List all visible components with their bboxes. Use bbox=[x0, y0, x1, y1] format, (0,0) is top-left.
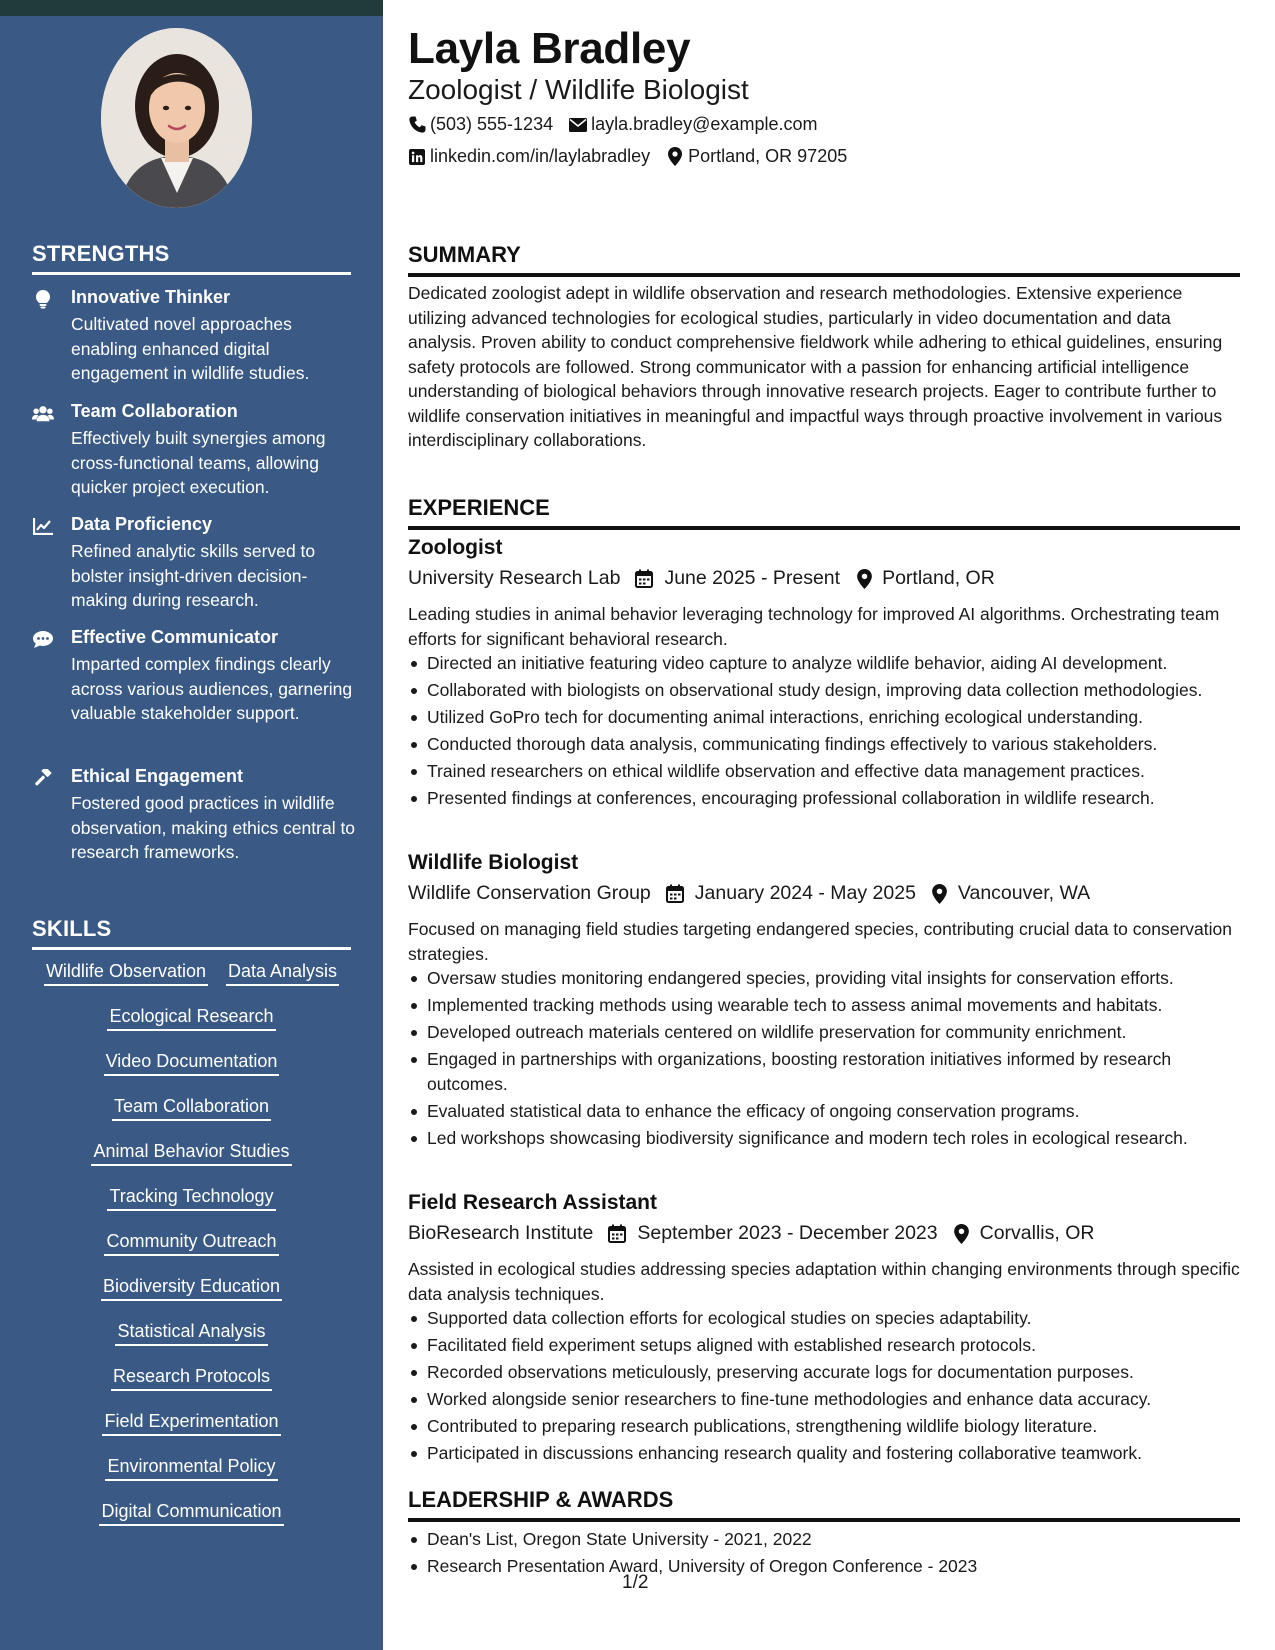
job-summary: Assisted in ecological studies addressing species adaptation within changing environments through specific data analysis techniques. bbox=[408, 1259, 1240, 1304]
skill-tag: Digital Communication bbox=[99, 1498, 283, 1526]
list-item: Dean's List, Oregon State University - 2021, 2022 bbox=[408, 1527, 1240, 1552]
skill-tag: Tracking Technology bbox=[107, 1183, 275, 1211]
job-title: Wildlife Biologist bbox=[408, 851, 579, 874]
strength-title: Innovative Thinker bbox=[71, 287, 231, 307]
job-meta bbox=[408, 1222, 1094, 1245]
map-pin-icon bbox=[952, 1224, 972, 1244]
strength-desc: Effectively built synergies among cross-functional teams, allowing quicker project execution. bbox=[71, 428, 326, 497]
page-number: 1/2 bbox=[622, 1572, 649, 1593]
list-item: Engaged in partnerships with organizations, boosting restoration initiatives informed by research outcomes. bbox=[408, 1047, 1240, 1096]
list-item: Supported data collection efforts for ecological studies on species adaptability. bbox=[408, 1306, 1240, 1331]
gavel-icon bbox=[32, 768, 54, 788]
job-title: Field Research Assistant bbox=[408, 1191, 657, 1214]
job-company: University Research Lab bbox=[408, 567, 621, 589]
sidebar-top-bar bbox=[0, 0, 383, 16]
profile-photo bbox=[101, 28, 252, 208]
strength-item bbox=[32, 287, 352, 387]
list-item: Developed outreach materials centered on wildlife preservation for community enrichment. bbox=[408, 1020, 1240, 1045]
job-dates: September 2023 - December 2023 bbox=[637, 1222, 938, 1244]
list-item: Trained researchers on ethical wildlife observation and effective data management practices. bbox=[408, 759, 1240, 784]
skill-tag: Animal Behavior Studies bbox=[91, 1138, 291, 1166]
job-summary: Focused on managing field studies targeting endangered species, contributing crucial data to conservation strategies. bbox=[408, 919, 1232, 964]
strength-desc: Cultivated novel approaches enabling enhanced digital engagement in wildlife studies. bbox=[71, 314, 310, 383]
skill-tag: Ecological Research bbox=[107, 1003, 275, 1031]
skill-tag: Wildlife Observation bbox=[44, 958, 208, 986]
location-text: Portland, OR 97205 bbox=[688, 146, 848, 166]
location-contact bbox=[666, 146, 847, 167]
list-item: Directed an initiative featuring video capture to analyze wildlife behavior, aiding AI development. bbox=[408, 651, 1240, 676]
list-item: Presented findings at conferences, encouraging professional collaboration in wildlife research. bbox=[408, 786, 1240, 811]
job-location: Vancouver, WA bbox=[957, 882, 1091, 904]
job-bullets bbox=[408, 966, 1240, 1153]
strength-title: Team Collaboration bbox=[71, 401, 238, 421]
list-item: Collaborated with biologists on observational study design, improving data collection methodologies. bbox=[408, 678, 1240, 703]
strength-title: Effective Communicator bbox=[71, 627, 279, 647]
skill-tag: Environmental Policy bbox=[105, 1453, 277, 1481]
list-item: Evaluated statistical data to enhance the efficacy of ongoing conservation programs. bbox=[408, 1099, 1240, 1124]
list-item: Contributed to preparing research publications, strengthening wildlife biology literature. bbox=[408, 1414, 1240, 1439]
strengths-title: STRENGTHS bbox=[32, 241, 351, 275]
strength-title: Data Proficiency bbox=[71, 514, 213, 534]
skill-tag: Team Collaboration bbox=[112, 1093, 271, 1121]
job-company: BioResearch Institute bbox=[408, 1222, 594, 1244]
job-summary: Leading studies in animal behavior leveraging technology for improved AI algorithms. Orchestrating team efforts for significant behavioral research. bbox=[408, 604, 1220, 649]
job-location: Portland, OR bbox=[882, 567, 995, 589]
skill-tag: Research Protocols bbox=[111, 1363, 272, 1391]
skills-title: SKILLS bbox=[32, 916, 351, 950]
job-company: Wildlife Conservation Group bbox=[408, 882, 651, 904]
sidebar bbox=[0, 0, 383, 1650]
awards-title: LEADERSHIP & AWARDS bbox=[408, 1487, 1240, 1522]
list-item: Facilitated field experiment setups aligned with established research protocols. bbox=[408, 1333, 1240, 1358]
map-pin-icon bbox=[930, 884, 950, 904]
linkedin-icon bbox=[408, 148, 426, 166]
strength-desc: Refined analytic skills served to bolster insight-driven decision-making during research. bbox=[71, 541, 316, 610]
skill-tag: Field Experimentation bbox=[102, 1408, 280, 1436]
map-pin-icon bbox=[854, 569, 874, 589]
map-pin-icon bbox=[666, 148, 684, 166]
lightbulb-icon bbox=[32, 289, 54, 309]
strength-item bbox=[32, 401, 352, 501]
job-meta bbox=[408, 567, 995, 590]
awards-list bbox=[408, 1527, 1240, 1581]
phone-icon bbox=[408, 116, 426, 134]
linkedin-contact[interactable] bbox=[408, 146, 650, 167]
skills-list bbox=[32, 958, 351, 1543]
list-item: Implemented tracking methods using wearable tech to assess animal movements and habitats. bbox=[408, 993, 1240, 1018]
email-contact[interactable] bbox=[569, 114, 817, 135]
envelope-icon bbox=[569, 116, 587, 134]
skill-tag: Video Documentation bbox=[104, 1048, 280, 1076]
job-meta bbox=[408, 882, 1090, 905]
job-location: Corvallis, OR bbox=[979, 1222, 1095, 1244]
list-item: Oversaw studies monitoring endangered species, providing vital insights for conservation efforts. bbox=[408, 966, 1240, 991]
skill-tag: Community Outreach bbox=[104, 1228, 278, 1256]
list-item: Conducted thorough data analysis, communicating findings effectively to various stakeholders. bbox=[408, 732, 1240, 757]
strength-item bbox=[32, 766, 356, 891]
linkedin-text: linkedin.com/in/laylabradley bbox=[430, 146, 651, 166]
phone-text: (503) 555-1234 bbox=[430, 114, 554, 134]
candidate-headline: Zoologist / Wildlife Biologist bbox=[408, 74, 749, 105]
users-icon bbox=[32, 403, 54, 423]
job-title: Zoologist bbox=[408, 536, 503, 559]
job-dates: June 2025 - Present bbox=[664, 567, 841, 589]
job-bullets bbox=[408, 651, 1240, 813]
contact-line-1 bbox=[408, 114, 833, 135]
list-item: Utilized GoPro tech for documenting animal interactions, enriching ecological understanding. bbox=[408, 705, 1240, 730]
list-item: Worked alongside senior researchers to fine-tune methodologies and enhance data accuracy. bbox=[408, 1387, 1240, 1412]
list-item: Research Presentation Award, University of Oregon Conference - 2023 bbox=[408, 1554, 1240, 1579]
summary-title: SUMMARY bbox=[408, 242, 1240, 277]
summary-text: Dedicated zoologist adept in wildlife observation and research methodologies. Extensive experience utilizing advanced technologies for ecological studies, particularly in video documentation and data analysis. Proven ability to conduct comprehensive fieldwork while adhering to ethical guidelines, ensuring safety protocols are followed. Strong communicator with a passion for enhancing artificial intelligence understanding of biological behaviors through innovative research projects. Eager to contribute further to wildlife conservation initiatives in meaningful and impactful ways through proactive involvement in various interdisciplinary collaborations. bbox=[408, 283, 1223, 450]
strength-item bbox=[32, 514, 352, 614]
strength-desc: Imparted complex findings clearly across various audiences, garnering valuable stakeholder support. bbox=[71, 654, 353, 723]
chart-line-icon bbox=[32, 516, 54, 536]
contact-line-2 bbox=[408, 146, 863, 167]
skill-tag: Statistical Analysis bbox=[115, 1318, 267, 1346]
list-item: Led workshops showcasing biodiversity significance and modern tech roles in ecological research. bbox=[408, 1126, 1240, 1151]
comment-icon bbox=[32, 629, 54, 649]
email-text: layla.bradley@example.com bbox=[591, 114, 818, 134]
strength-desc: Fostered good practices in wildlife observation, making ethics central to research frameworks. bbox=[71, 793, 356, 862]
strength-title: Ethical Engagement bbox=[71, 766, 244, 786]
job-dates: January 2024 - May 2025 bbox=[694, 882, 916, 904]
job-bullets bbox=[408, 1306, 1240, 1468]
list-item: Recorded observations meticulously, preserving accurate logs for documentation purposes. bbox=[408, 1360, 1240, 1385]
calendar-icon bbox=[634, 569, 654, 589]
calendar-icon bbox=[665, 884, 685, 904]
phone-contact[interactable] bbox=[408, 114, 553, 135]
list-item: Participated in discussions enhancing research quality and fostering collaborative teamwork. bbox=[408, 1441, 1240, 1466]
experience-title: EXPERIENCE bbox=[408, 495, 1240, 530]
skill-tag: Biodiversity Education bbox=[101, 1273, 282, 1301]
skill-tag: Data Analysis bbox=[226, 958, 339, 986]
calendar-icon bbox=[607, 1224, 627, 1244]
candidate-name: Layla Bradley bbox=[408, 24, 691, 73]
strength-item bbox=[32, 627, 352, 752]
